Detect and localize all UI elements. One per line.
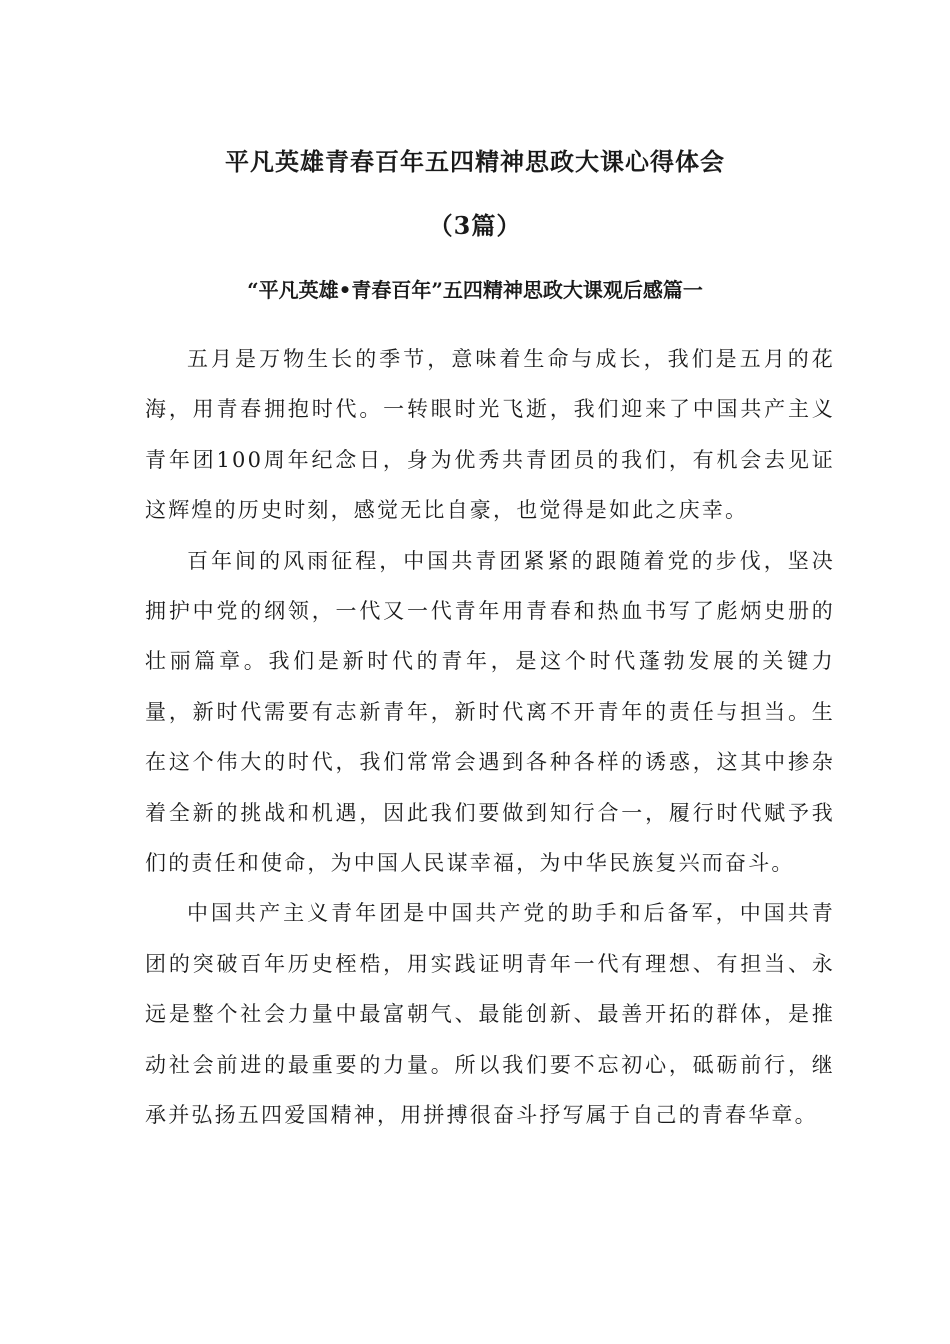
paragraph-3: 中国共产主义青年团是中国共产党的助手和后备军，中国共青团的突破百年历史桎梏，用实践证明青年一代有理想、有担当、永远是整个社会力量中最富朝气、最能创新、最善开拓的群体，是推动社会前进的最重要的力量。所以我们要不忘初心，砥砺前行，继承并弘扬五四爱国精神，用拼搏很奋斗抒写属于自己的青春华章。: [145, 901, 835, 1128]
paragraph-1: 五月是万物生长的季节，意味着生命与成长，我们是五月的花海，用青春拥抱时代。一转眼时光飞逝，我们迎来了中国共产主义青年团100周年纪念日，身为优秀共青团员的我们，有机会去见证这辉煌的历史时刻，感觉无比自豪，也觉得是如此之庆幸。: [145, 347, 835, 523]
document-title-count: （3篇）: [428, 211, 522, 240]
document-body: [145, 334, 835, 1141]
section-heading: “平凡英雄•青春百年”五四精神思政大课观后感篇一: [247, 278, 703, 302]
paragraph-2: 百年间的风雨征程，中国共青团紧紧的跟随着党的步伐，坚决拥护中党的纲领，一代又一代青年用青春和热血书写了彪炳史册的壮丽篇章。我们是新时代的青年，是这个时代蓬勃发展的关键力量，新时代需要有志新青年，新时代离不开青年的责任与担当。生在这个伟大的时代，我们常常会遇到各种各样的诱惑，这其中掺杂着全新的挑战和机遇，因此我们要做到知行合一，履行时代赋予我们的责任和使命，为中国人民谋幸福，为中华民族复兴而奋斗。: [145, 548, 835, 876]
document-title: 平凡英雄青春百年五四精神思政大课心得体会: [225, 147, 725, 176]
